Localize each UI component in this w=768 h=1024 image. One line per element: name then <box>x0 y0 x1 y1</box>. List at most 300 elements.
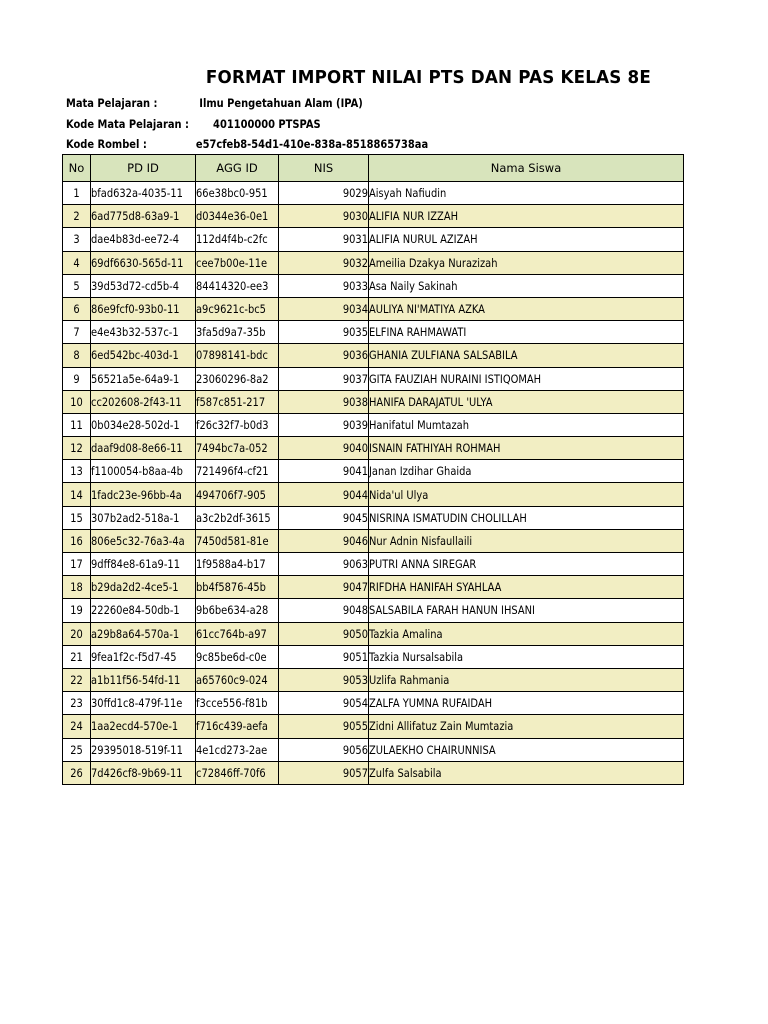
cell-no-text: 11 <box>70 417 83 432</box>
table-row <box>63 321 684 344</box>
cell-no-text: 9 <box>73 371 80 386</box>
cell-no[interactable] <box>63 761 91 784</box>
table-row <box>63 715 684 738</box>
cell-agg-id-text: 9c85be6d-c0e <box>196 649 267 664</box>
cell-pd-id-text: 9dff84e8-61a9-11 <box>91 557 181 572</box>
cell-agg-id-text: f26c32f7-b0d3 <box>196 417 269 432</box>
cell-agg-id[interactable] <box>196 738 279 761</box>
cell-no-text: 3 <box>73 232 80 247</box>
cell-nis[interactable] <box>279 692 369 715</box>
table-row <box>63 576 684 599</box>
cell-pd-id-text: 56521a5e-64a9-1 <box>91 371 180 386</box>
cell-no[interactable] <box>63 483 91 506</box>
cell-nama-siswa-text: ZALFA YUMNA RUFAIDAH <box>369 696 493 711</box>
cell-agg-id-text: 3fa5d9a7-35b <box>196 325 266 340</box>
cell-pd-id-text: a29b8a64-570a-1 <box>91 626 180 641</box>
mata-pelajaran-line <box>66 96 363 110</box>
cell-pd-id-text: 806e5c32-76a3-4a <box>91 533 185 548</box>
cell-no[interactable] <box>63 182 91 205</box>
cell-nama-siswa[interactable] <box>369 645 684 668</box>
cell-no[interactable] <box>63 413 91 436</box>
cell-nis[interactable] <box>279 274 369 297</box>
column-header-no: No <box>63 155 91 182</box>
cell-no[interactable] <box>63 599 91 622</box>
cell-no[interactable] <box>63 738 91 761</box>
cell-pd-id[interactable] <box>91 622 196 645</box>
cell-pd-id-text: 6ad775d8-63a9-1 <box>91 209 180 224</box>
cell-pd-id[interactable] <box>91 599 196 622</box>
cell-no[interactable] <box>63 576 91 599</box>
cell-pd-id-text: 9fea1f2c-f5d7-45 <box>91 649 177 664</box>
cell-agg-id[interactable] <box>196 576 279 599</box>
cell-pd-id[interactable] <box>91 576 196 599</box>
table-row <box>63 182 684 205</box>
cell-nama-siswa[interactable] <box>369 738 684 761</box>
cell-nama-siswa[interactable] <box>369 228 684 251</box>
cell-no-text: 4 <box>73 255 80 270</box>
mata-pelajaran-value: Ilmu Pengetahuan Alam (IPA) <box>199 96 363 110</box>
cell-nis[interactable] <box>279 228 369 251</box>
cell-nis[interactable] <box>279 437 369 460</box>
cell-agg-id[interactable] <box>196 182 279 205</box>
table-row <box>63 413 684 436</box>
table-row <box>63 228 684 251</box>
cell-agg-id-text: c72846ff-70f6 <box>196 765 266 780</box>
cell-nis[interactable] <box>279 460 369 483</box>
cell-pd-id[interactable] <box>91 460 196 483</box>
cell-pd-id[interactable] <box>91 367 196 390</box>
cell-pd-id[interactable] <box>91 738 196 761</box>
cell-agg-id-text: 7494bc7a-052 <box>196 441 268 456</box>
cell-nis-text: 9057 <box>342 765 368 780</box>
cell-no[interactable] <box>63 297 91 320</box>
table-row <box>63 437 684 460</box>
table-row <box>63 553 684 576</box>
table-row <box>63 761 684 784</box>
cell-nama-siswa[interactable] <box>369 460 684 483</box>
cell-nis[interactable] <box>279 367 369 390</box>
cell-nama-siswa-text: PUTRI ANNA SIREGAR <box>369 557 477 572</box>
cell-nis[interactable] <box>279 506 369 529</box>
table-row <box>63 460 684 483</box>
cell-nis-text: 9034 <box>342 302 368 317</box>
cell-no-text: 7 <box>73 325 80 340</box>
cell-agg-id[interactable] <box>196 668 279 691</box>
cell-agg-id[interactable] <box>196 715 279 738</box>
cell-no-text: 17 <box>70 557 83 572</box>
cell-pd-id-text: e4e43b32-537c-1 <box>91 325 179 340</box>
table-row <box>63 692 684 715</box>
cell-nis-text: 9029 <box>342 186 368 201</box>
cell-agg-id[interactable] <box>196 692 279 715</box>
cell-no-text: 22 <box>70 673 83 688</box>
table-row <box>63 483 684 506</box>
cell-no-text: 12 <box>70 441 83 456</box>
cell-no-text: 6 <box>73 302 80 317</box>
cell-nis[interactable] <box>279 668 369 691</box>
cell-nis-text: 9030 <box>342 209 368 224</box>
cell-pd-id-text: a1b11f56-54fd-11 <box>91 673 181 688</box>
cell-nama-siswa[interactable] <box>369 344 684 367</box>
cell-agg-id-text: 23060296-8a2 <box>196 371 269 386</box>
cell-pd-id-text: 0b034e28-502d-1 <box>91 417 180 432</box>
cell-pd-id[interactable] <box>91 251 196 274</box>
cell-nis[interactable] <box>279 297 369 320</box>
table-row <box>63 738 684 761</box>
table-row <box>63 251 684 274</box>
cell-nama-siswa-text: HANIFA DARAJATUL 'ULYA <box>369 394 493 409</box>
cell-pd-id-text: 6ed542bc-403d-1 <box>91 348 179 363</box>
cell-pd-id[interactable] <box>91 182 196 205</box>
cell-nama-siswa[interactable] <box>369 715 684 738</box>
cell-no-text: 5 <box>73 278 80 293</box>
table-row <box>63 599 684 622</box>
table-row <box>63 622 684 645</box>
cell-pd-id[interactable] <box>91 692 196 715</box>
cell-no-text: 19 <box>70 603 83 618</box>
table-row <box>63 668 684 691</box>
cell-no-text: 18 <box>70 580 83 595</box>
cell-pd-id-text: 1aa2ecd4-570e-1 <box>91 719 179 734</box>
cell-nama-siswa-text: NISRINA ISMATUDIN CHOLILLAH <box>369 510 527 525</box>
kode-rombel-value: e57cfeb8-54d1-410e-838a-8518865738aa <box>195 137 429 151</box>
cell-nis-text: 9031 <box>342 232 368 247</box>
cell-pd-id[interactable] <box>91 553 196 576</box>
cell-agg-id-text: cee7b00e-11e <box>196 255 268 270</box>
cell-pd-id-text: f1100054-b8aa-4b <box>91 464 183 479</box>
cell-agg-id-text: a65760c9-024 <box>196 673 268 688</box>
cell-pd-id[interactable] <box>91 413 196 436</box>
cell-nis[interactable] <box>279 390 369 413</box>
cell-agg-id-text: bb4f5876-45b <box>196 580 266 595</box>
student-table <box>62 154 684 785</box>
cell-nama-siswa-text: GITA FAUZIAH NURAINI ISTIQOMAH <box>369 371 542 386</box>
cell-agg-id[interactable] <box>196 228 279 251</box>
cell-no-text: 20 <box>70 626 83 641</box>
cell-pd-id[interactable] <box>91 228 196 251</box>
cell-no[interactable] <box>63 506 91 529</box>
cell-no-text: 16 <box>70 533 83 548</box>
cell-no[interactable] <box>63 715 91 738</box>
cell-nama-siswa[interactable] <box>369 390 684 413</box>
cell-nama-siswa[interactable] <box>369 367 684 390</box>
cell-nama-siswa[interactable] <box>369 506 684 529</box>
cell-nama-siswa[interactable] <box>369 182 684 205</box>
cell-nis[interactable] <box>279 622 369 645</box>
cell-nis-text: 9039 <box>342 417 368 432</box>
cell-no-text: 26 <box>70 765 83 780</box>
cell-nis-text: 9040 <box>342 441 368 456</box>
cell-agg-id[interactable] <box>196 205 279 228</box>
cell-nis-text: 9037 <box>342 371 368 386</box>
cell-nis-text: 9047 <box>342 580 368 595</box>
cell-pd-id[interactable] <box>91 344 196 367</box>
cell-nama-siswa-text: RIFDHA HANIFAH SYAHLAA <box>369 580 502 595</box>
cell-nama-siswa[interactable] <box>369 529 684 552</box>
cell-nama-siswa[interactable] <box>369 321 684 344</box>
cell-pd-id-text: cc202608-2f43-11 <box>91 394 182 409</box>
kode-mata-pelajaran-label: Kode Mata Pelajaran : <box>66 117 189 131</box>
cell-no-text: 15 <box>70 510 83 525</box>
cell-agg-id[interactable] <box>196 529 279 552</box>
cell-nis[interactable] <box>279 321 369 344</box>
cell-agg-id-text: 07898141-bdc <box>196 348 268 363</box>
cell-agg-id-text: 66e38bc0-951 <box>196 186 268 201</box>
cell-no[interactable] <box>63 321 91 344</box>
cell-nama-siswa-text: Hanifatul Mumtazah <box>369 417 469 432</box>
cell-nis[interactable] <box>279 715 369 738</box>
table-row <box>63 506 684 529</box>
cell-no[interactable] <box>63 692 91 715</box>
cell-pd-id[interactable] <box>91 297 196 320</box>
cell-pd-id[interactable] <box>91 274 196 297</box>
cell-pd-id-text: 29395018-519f-11 <box>91 742 183 757</box>
table-row <box>63 205 684 228</box>
cell-nis-text: 9051 <box>342 649 368 664</box>
cell-nis-text: 9056 <box>342 742 368 757</box>
cell-pd-id[interactable] <box>91 205 196 228</box>
cell-no-text: 13 <box>70 464 83 479</box>
cell-pd-id[interactable] <box>91 390 196 413</box>
cell-agg-id-text: f587c851-217 <box>196 394 266 409</box>
cell-no-text: 1 <box>73 186 80 201</box>
cell-nama-siswa-text: Nur Adnin Nisfaullaili <box>369 533 473 548</box>
cell-no[interactable] <box>63 251 91 274</box>
cell-nis-text: 9045 <box>342 510 368 525</box>
cell-no-text: 10 <box>70 394 83 409</box>
cell-agg-id[interactable] <box>196 553 279 576</box>
cell-nama-siswa[interactable] <box>369 599 684 622</box>
cell-agg-id[interactable] <box>196 297 279 320</box>
cell-nama-siswa-text: ISNAIN FATHIYAH ROHMAH <box>369 441 501 456</box>
cell-nama-siswa[interactable] <box>369 274 684 297</box>
cell-nama-siswa-text: Aisyah Nafiudin <box>369 186 447 201</box>
cell-pd-id-text: dae4b83d-ee72-4 <box>91 232 180 247</box>
column-header-nis: NIS <box>279 155 369 182</box>
cell-agg-id[interactable] <box>196 622 279 645</box>
cell-no-text: 24 <box>70 719 83 734</box>
cell-agg-id-text: f3cce556-f81b <box>196 696 268 711</box>
kode-mata-pelajaran-line <box>66 117 321 131</box>
cell-nama-siswa-text: Uzlifa Rahmania <box>369 673 450 688</box>
cell-no[interactable] <box>63 205 91 228</box>
cell-nis-text: 9035 <box>342 325 368 340</box>
cell-pd-id[interactable] <box>91 715 196 738</box>
cell-agg-id-text: 9b6be634-a28 <box>196 603 269 618</box>
cell-nama-siswa-text: SALSABILA FARAH HANUN IHSANI <box>369 603 535 618</box>
cell-no[interactable] <box>63 228 91 251</box>
cell-nis[interactable] <box>279 645 369 668</box>
cell-agg-id-text: 1f9588a4-b17 <box>196 557 266 572</box>
cell-nama-siswa[interactable] <box>369 413 684 436</box>
table-row <box>63 297 684 320</box>
cell-nis-text: 9055 <box>342 719 368 734</box>
cell-agg-id[interactable] <box>196 761 279 784</box>
cell-nama-siswa[interactable] <box>369 622 684 645</box>
cell-agg-id[interactable] <box>196 321 279 344</box>
cell-agg-id[interactable] <box>196 413 279 436</box>
table-row <box>63 344 684 367</box>
cell-agg-id-text: a9c9621c-bc5 <box>196 302 266 317</box>
cell-nama-siswa[interactable] <box>369 251 684 274</box>
cell-agg-id-text: 84414320-ee3 <box>196 278 269 293</box>
cell-nis-text: 9050 <box>342 626 368 641</box>
cell-no-text: 8 <box>73 348 80 363</box>
cell-nama-siswa-text: AULIYA NI'MATIYA AZKA <box>369 302 485 317</box>
cell-agg-id-text: a3c2b2df-3615 <box>196 510 271 525</box>
cell-agg-id[interactable] <box>196 506 279 529</box>
cell-pd-id-text: daaf9d08-8e66-11 <box>91 441 183 456</box>
cell-pd-id[interactable] <box>91 529 196 552</box>
cell-pd-id[interactable] <box>91 506 196 529</box>
cell-nama-siswa-text: Asa Naily Sakinah <box>369 278 458 293</box>
table-row <box>63 645 684 668</box>
cell-agg-id[interactable] <box>196 274 279 297</box>
cell-pd-id-text: 7d426cf8-9b69-11 <box>91 765 183 780</box>
cell-nama-siswa[interactable] <box>369 668 684 691</box>
cell-nama-siswa-text: ALIFIA NUR IZZAH <box>369 209 459 224</box>
cell-nis-text: 9048 <box>342 603 368 618</box>
cell-no[interactable] <box>63 390 91 413</box>
cell-no[interactable] <box>63 622 91 645</box>
kode-rombel-line <box>66 137 429 151</box>
cell-pd-id-text: b29da2d2-4ce5-1 <box>91 580 179 595</box>
cell-pd-id-text: 86e9fcf0-93b0-11 <box>91 302 180 317</box>
cell-agg-id[interactable] <box>196 599 279 622</box>
cell-no[interactable] <box>63 437 91 460</box>
cell-agg-id[interactable] <box>196 483 279 506</box>
cell-no[interactable] <box>63 529 91 552</box>
cell-nama-siswa-text: GHANIA ZULFIANA SALSABILA <box>369 348 518 363</box>
cell-pd-id[interactable] <box>91 668 196 691</box>
cell-pd-id-text: bfad632a-4035-11 <box>91 186 183 201</box>
cell-nis[interactable] <box>279 761 369 784</box>
cell-agg-id[interactable] <box>196 645 279 668</box>
cell-no-text: 23 <box>70 696 83 711</box>
cell-nis[interactable] <box>279 182 369 205</box>
cell-nis-text: 9046 <box>342 533 368 548</box>
cell-no-text: 2 <box>73 209 80 224</box>
cell-no[interactable] <box>63 274 91 297</box>
cell-no-text: 21 <box>70 649 83 664</box>
cell-nama-siswa-text: Nida'ul Ulya <box>369 487 429 502</box>
cell-pd-id[interactable] <box>91 761 196 784</box>
page-title: FORMAT IMPORT NILAI PTS DAN PAS KELAS 8E <box>205 67 651 88</box>
cell-nama-siswa[interactable] <box>369 297 684 320</box>
cell-no[interactable] <box>63 553 91 576</box>
cell-nis[interactable] <box>279 205 369 228</box>
cell-pd-id-text: 30ffd1c8-479f-11e <box>91 696 183 711</box>
cell-nis[interactable] <box>279 529 369 552</box>
kode-rombel-label: Kode Rombel : <box>66 137 147 151</box>
cell-no-text: 14 <box>70 487 83 502</box>
column-header-agg-id: AGG ID <box>196 155 279 182</box>
cell-nis[interactable] <box>279 599 369 622</box>
cell-pd-id[interactable] <box>91 321 196 344</box>
cell-nama-siswa-text: Janan Izdihar Ghaida <box>369 464 472 479</box>
cell-no-text: 25 <box>70 742 83 757</box>
table-row <box>63 529 684 552</box>
cell-pd-id-text: 22260e84-50db-1 <box>91 603 180 618</box>
cell-nis-text: 9041 <box>342 464 368 479</box>
table-header-row <box>63 155 684 182</box>
cell-agg-id-text: 494706f7-905 <box>196 487 266 502</box>
cell-nama-siswa-text: ELFINA RAHMAWATI <box>369 325 467 340</box>
cell-nama-siswa-text: ZULAEKHO CHAIRUNNISA <box>369 742 496 757</box>
cell-pd-id[interactable] <box>91 437 196 460</box>
cell-no[interactable] <box>63 460 91 483</box>
cell-agg-id[interactable] <box>196 367 279 390</box>
cell-nis-text: 9063 <box>342 557 368 572</box>
cell-nis-text: 9054 <box>342 696 368 711</box>
cell-nis-text: 9038 <box>342 394 368 409</box>
cell-agg-id-text: d0344e36-0e1 <box>196 209 269 224</box>
cell-nis[interactable] <box>279 576 369 599</box>
cell-nama-siswa[interactable] <box>369 483 684 506</box>
cell-nis[interactable] <box>279 553 369 576</box>
cell-agg-id-text: 61cc764b-a97 <box>196 626 267 641</box>
cell-nis[interactable] <box>279 413 369 436</box>
cell-no[interactable] <box>63 344 91 367</box>
cell-agg-id[interactable] <box>196 390 279 413</box>
cell-nama-siswa[interactable] <box>369 205 684 228</box>
cell-pd-id-text: 69df6630-565d-11 <box>91 255 184 270</box>
cell-agg-id[interactable] <box>196 251 279 274</box>
cell-no[interactable] <box>63 668 91 691</box>
cell-no[interactable] <box>63 367 91 390</box>
cell-nama-siswa-text: Zulfa Salsabila <box>369 765 442 780</box>
cell-nama-siswa[interactable] <box>369 553 684 576</box>
cell-nama-siswa[interactable] <box>369 761 684 784</box>
cell-nis-text: 9032 <box>342 255 368 270</box>
cell-nama-siswa[interactable] <box>369 576 684 599</box>
cell-pd-id[interactable] <box>91 645 196 668</box>
cell-pd-id[interactable] <box>91 483 196 506</box>
column-header-pd-id: PD ID <box>91 155 196 182</box>
kode-mata-pelajaran-value: 401100000 PTSPAS <box>213 117 321 131</box>
cell-agg-id-text: 721496f4-cf21 <box>196 464 269 479</box>
cell-agg-id[interactable] <box>196 344 279 367</box>
cell-nama-siswa[interactable] <box>369 437 684 460</box>
cell-nama-siswa-text: Tazkia Nursalsabila <box>369 649 464 664</box>
table-body <box>63 182 684 785</box>
cell-pd-id-text: 1fadc23e-96bb-4a <box>91 487 182 502</box>
cell-agg-id-text: 112d4f4b-c2fc <box>196 232 268 247</box>
cell-no[interactable] <box>63 645 91 668</box>
column-header-nama-siswa: Nama Siswa <box>369 155 684 182</box>
cell-nama-siswa-text: Zidni Allifatuz Zain Mumtazia <box>369 719 514 734</box>
table-row <box>63 274 684 297</box>
cell-agg-id-text: f716c439-aefa <box>196 719 268 734</box>
mata-pelajaran-label: Mata Pelajaran : <box>66 96 158 110</box>
cell-nis-text: 9033 <box>342 278 368 293</box>
cell-nama-siswa[interactable] <box>369 692 684 715</box>
cell-agg-id[interactable] <box>196 437 279 460</box>
cell-nis-text: 9036 <box>342 348 368 363</box>
table-row <box>63 390 684 413</box>
cell-nis[interactable] <box>279 483 369 506</box>
cell-nama-siswa-text: ALIFIA NURUL AZIZAH <box>369 232 478 247</box>
cell-pd-id-text: 307b2ad2-518a-1 <box>91 510 180 525</box>
cell-nis[interactable] <box>279 738 369 761</box>
cell-agg-id-text: 4e1cd273-2ae <box>196 742 268 757</box>
cell-nis-text: 9053 <box>342 673 368 688</box>
cell-nis[interactable] <box>279 251 369 274</box>
cell-agg-id-text: 7450d581-81e <box>196 533 269 548</box>
cell-nis[interactable] <box>279 344 369 367</box>
cell-agg-id[interactable] <box>196 460 279 483</box>
cell-nama-siswa-text: Tazkia Amalina <box>369 626 443 641</box>
